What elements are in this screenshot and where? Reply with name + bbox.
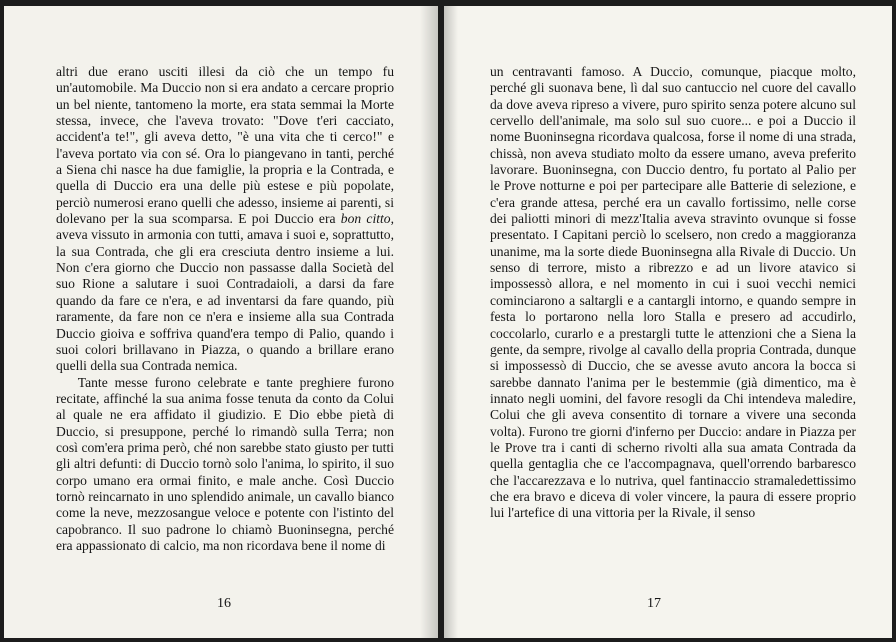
left-paragraph-2: Tante messe furono celebrate e tante preghiere furono recitate, affinché la sua anima fosse tenuta da conto da Colui al quale ne era affidato il giudizio. E Dio ebbe pietà di Duccio, si presuppone, perché lo rimandò sulla Terra; non così com'era prima però, ché non sarebbe stato giusto per tutti gli altri defunti: di Duccio tornò solo l'anima, lo spirito, il suo corpo umano era ormai finito, e male anche. Così Duccio tornò reincarnato in uno splendido animale, un cavallo bianco come la neve, mezzosangue veloce e potente con l'istinto del capobranco. Il suo padrone lo chiamò Buoninsegna, perché era appassionato di calcio, ma non ricordava bene il nome di (56, 374, 394, 553)
right-page-text (490, 64, 856, 522)
page-number-left: 16 (217, 596, 231, 611)
left-page-text (56, 64, 394, 554)
left-paragraph-1 (56, 64, 394, 375)
left-page (4, 6, 438, 638)
page-number-right: 17 (647, 596, 661, 611)
left-paragraph-1-part-b: , aveva vissuto in armonia con tutti, amava i suoi e, soprattutto, la sua Contrada, che gli era cresciuta dentro insieme a lui. Non c'era giorno che Duccio non passasse dalla Società del suo Rione a salutare i suoi Contradaioli, a darsi da fare quando da fare ce n'era, e ad inventarsi da fare quando, più raramente, da fare non ce n'era e insieme alla sua Contrada Duccio gioiva e soffriva quand'era tempo di Palio, quando i suoi colori brillavano in Piazza, o quando a brillare erano quelli della sua Contrada nemica. (56, 211, 395, 374)
gutter-shadow-left (420, 6, 438, 638)
gutter-shadow-right (444, 6, 458, 638)
right-page (444, 6, 892, 638)
left-paragraph-1-italic: bon citto (340, 211, 391, 227)
right-paragraph-1: un centravanti famoso. A Duccio, comunque, piacque molto, perché gli suonava bene, lì dal suo cantuccio nel cuore del cavallo da dove aveva ripreso a vivere, puro spirito senza potere alcuno sul cervello dell'animale, ma solo sul suo cuore... e poi a Duccio il nome Buoninsegna ricordava qualcosa, forse il nome di una strada, chissà, non aveva studiato molto da essere umano, aveva preferito lavorare. Buoninsegna, con Duccio dentro, fu portato al Palio per le Prove notturne e poi per partecipare alle Batterie di selezione, e c'era grande attesa, perché era un cavallo fortissimo, nelle corse dei paliotti minori di mezz'Italia aveva stravinto ovunque si fosse presentato. I Capitani perciò lo scelsero, non credo a maggioranza unanime, ma la sorte diede Buoninsegna alla Rivale di Duccio. Un senso di terrore, misto a ribrezzo e ad un livore atavico si impossessò allora, e nel momento in cui i suoi vecchi nemici cominciarono a saltargli e a cantargli intorno, e quando sempre in festa lo portarono nella loro Stalla e presero ad accudirlo, coccolarlo, curarlo e a prestargli tutte le attenzioni che a Siena la gente, da sempre, rivolge al cavallo della propria Contrada, dunque si impossessò di Duccio, che se avesse avuto ancora la bocca si sarebbe dannato l'anima per le bestemmie (già dimentico, ma è innato negli uomini, del favore resogli da Chi intendeva maledire, Colui che gli aveva consentito di tornare a vivere una seconda volta). Furono tre giorni d'inferno per Duccio: andare in Piazza per le Prove tra i canti di scherno rivolti alla sua amata Contrada da quella gentaglia che ce l'accompagnava, quell'orrendo barbaresco che l'accarezzava e lo nutriva, quel fantinaccio stramaledettissimo che era bravo e diceva di voler vincere, la paura di essere proprio lui l'artefice di una vittoria per la Rivale, il senso (490, 64, 856, 521)
left-paragraph-1-part-a: altri due erano usciti illesi da ciò che un tempo fu un'automobile. Ma Duccio non si era andato a cercare proprio un bel niente, tantomeno la morte, era stata semmai la Morte stessa, invece, che l'aveva trovato: "Dove t'eri cacciato, accident'a te!", gli aveva detto, "è una vita che ti cerco!" e l'aveva portato via con sé. Ora lo piangevano in tanti, perché a Siena chi nasce ha due famiglie, la propria e la Contrada, e quella di Duccio era una delle più estese e più popolate, perciò numerosi erano quelli che adesso, insieme ai parenti, si dolevano per la sua scomparsa. E poi Duccio era (56, 64, 394, 227)
